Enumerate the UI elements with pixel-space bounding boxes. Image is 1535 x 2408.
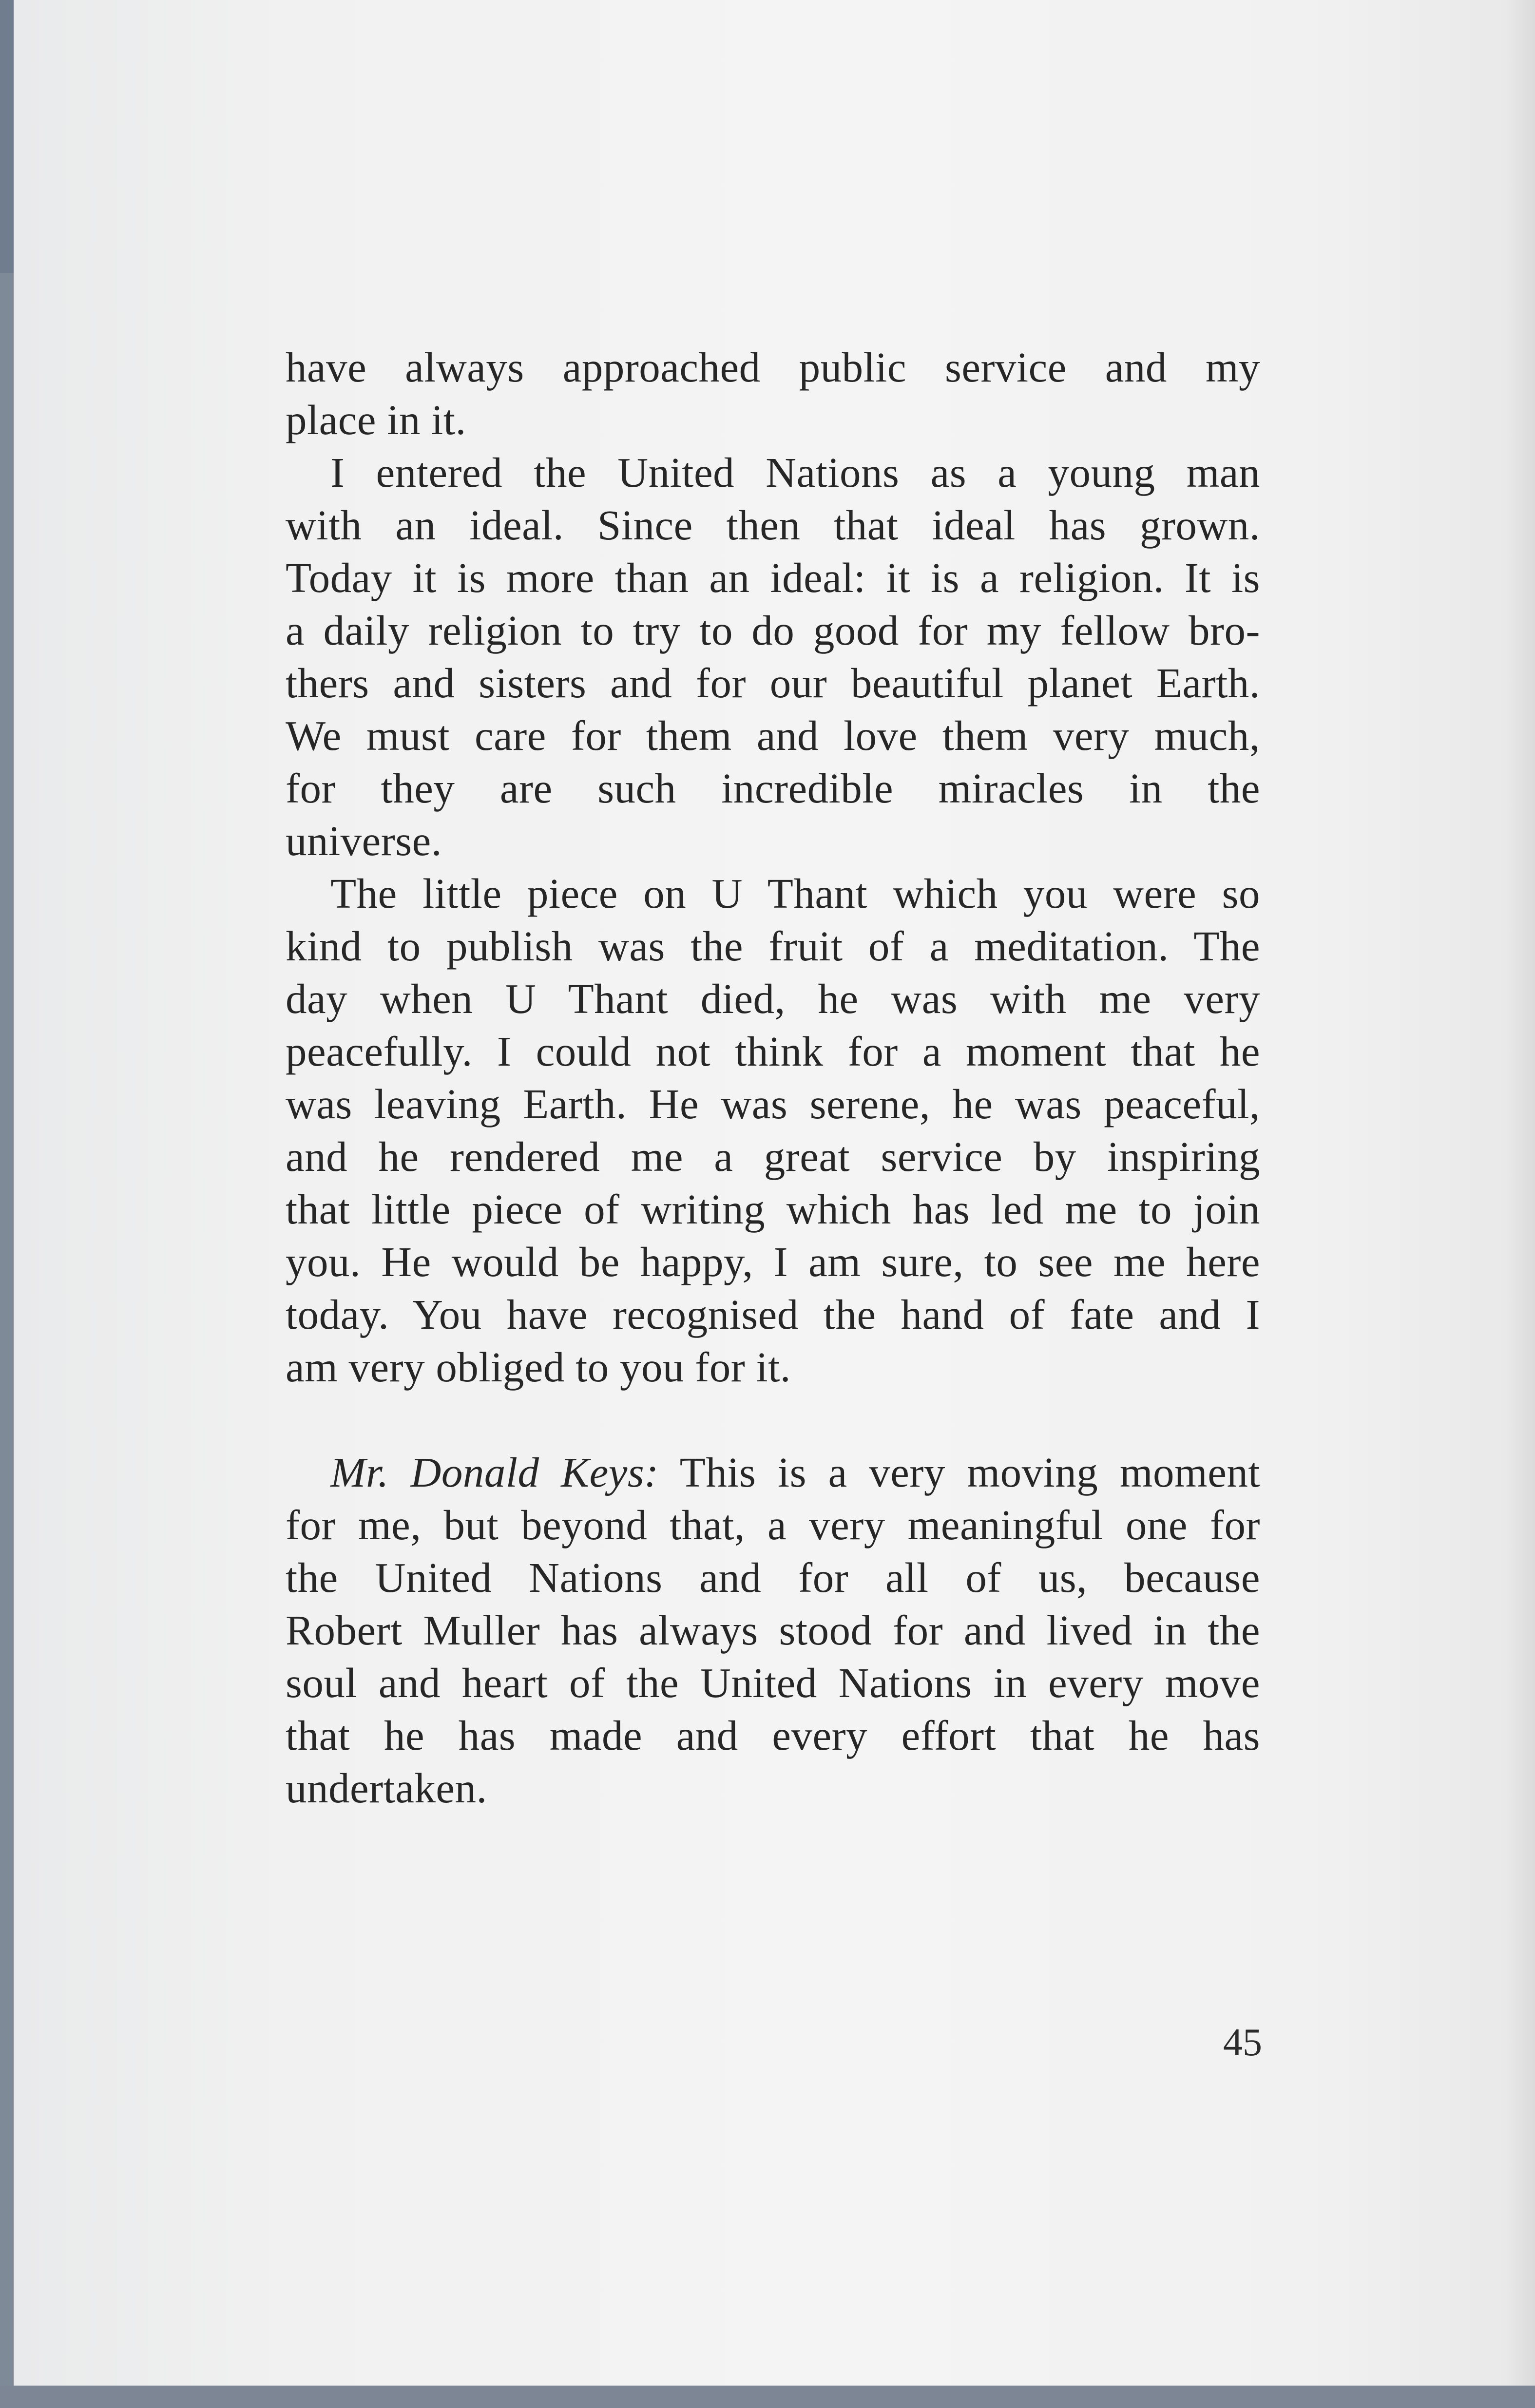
page-number: 45 <box>1223 2021 1262 2064</box>
scanner-background-bottom <box>0 2386 1535 2408</box>
text-line: a daily religion to try to do good for my fellow bro- <box>286 607 1260 654</box>
text-line: undertaken. <box>286 1764 487 1812</box>
text-line: We must care for them and love them very much, <box>286 712 1260 759</box>
text-line: universe. <box>286 817 442 864</box>
text-line <box>286 1446 1260 1499</box>
paragraph <box>286 446 1260 867</box>
text-line: and he rendered me a great service by inspiring <box>286 1133 1260 1180</box>
scanner-background-left-top <box>0 0 14 273</box>
text-line: soul and heart of the United Nations in every move <box>286 1659 1260 1706</box>
text-line: the United Nations and for all of us, because <box>286 1554 1260 1601</box>
text-line: was leaving Earth. He was serene, he was peaceful, <box>286 1080 1260 1128</box>
scanner-background-left <box>0 0 14 2408</box>
text-line: I entered the United Nations as a young man <box>330 449 1260 496</box>
text-line: place in it. <box>286 396 466 443</box>
text-line: you. He would be happy, I am sure, to see me here <box>286 1238 1260 1285</box>
page-edge-shadow <box>1506 0 1535 2386</box>
text-line: thers and sisters and for our beautiful planet Earth. <box>286 659 1260 707</box>
speaker-text: This is a very moving moment <box>679 1449 1260 1496</box>
text-line: The little piece on U Thant which you were so <box>330 870 1260 917</box>
text-line: Robert Muller has always stood for and lived in the <box>286 1606 1260 1654</box>
text-line: for me, but beyond that, a very meaningful one for <box>286 1501 1260 1548</box>
paragraph <box>286 867 1260 1394</box>
text-line: today. You have recognised the hand of fate and I <box>286 1291 1260 1338</box>
text-line: with an ideal. Since then that ideal has grown. <box>286 501 1260 549</box>
text-line: am very obliged to you for it. <box>286 1343 791 1391</box>
text-line: kind to publish was the fruit of a meditation. The <box>286 922 1260 970</box>
text-line: for they are such incredible miracles in the <box>286 764 1260 812</box>
text-line: have always approached public service and my <box>286 344 1260 391</box>
paragraph <box>286 341 1260 446</box>
text-line: day when U Thant died, he was with me very <box>286 975 1260 1022</box>
body-text <box>286 341 1260 1815</box>
text-line: Today it is more than an ideal: it is a religion. It is <box>286 554 1260 601</box>
text-line: peacefully. I could not think for a moment that he <box>286 1028 1260 1075</box>
text-line: that little piece of writing which has led me to join <box>286 1185 1260 1233</box>
paragraph-gap <box>286 1394 1260 1446</box>
paragraph <box>286 1446 1260 1815</box>
speaker-name: Mr. Donald Keys: <box>330 1449 659 1496</box>
text-line: that he has made and every effort that he has <box>286 1712 1260 1759</box>
